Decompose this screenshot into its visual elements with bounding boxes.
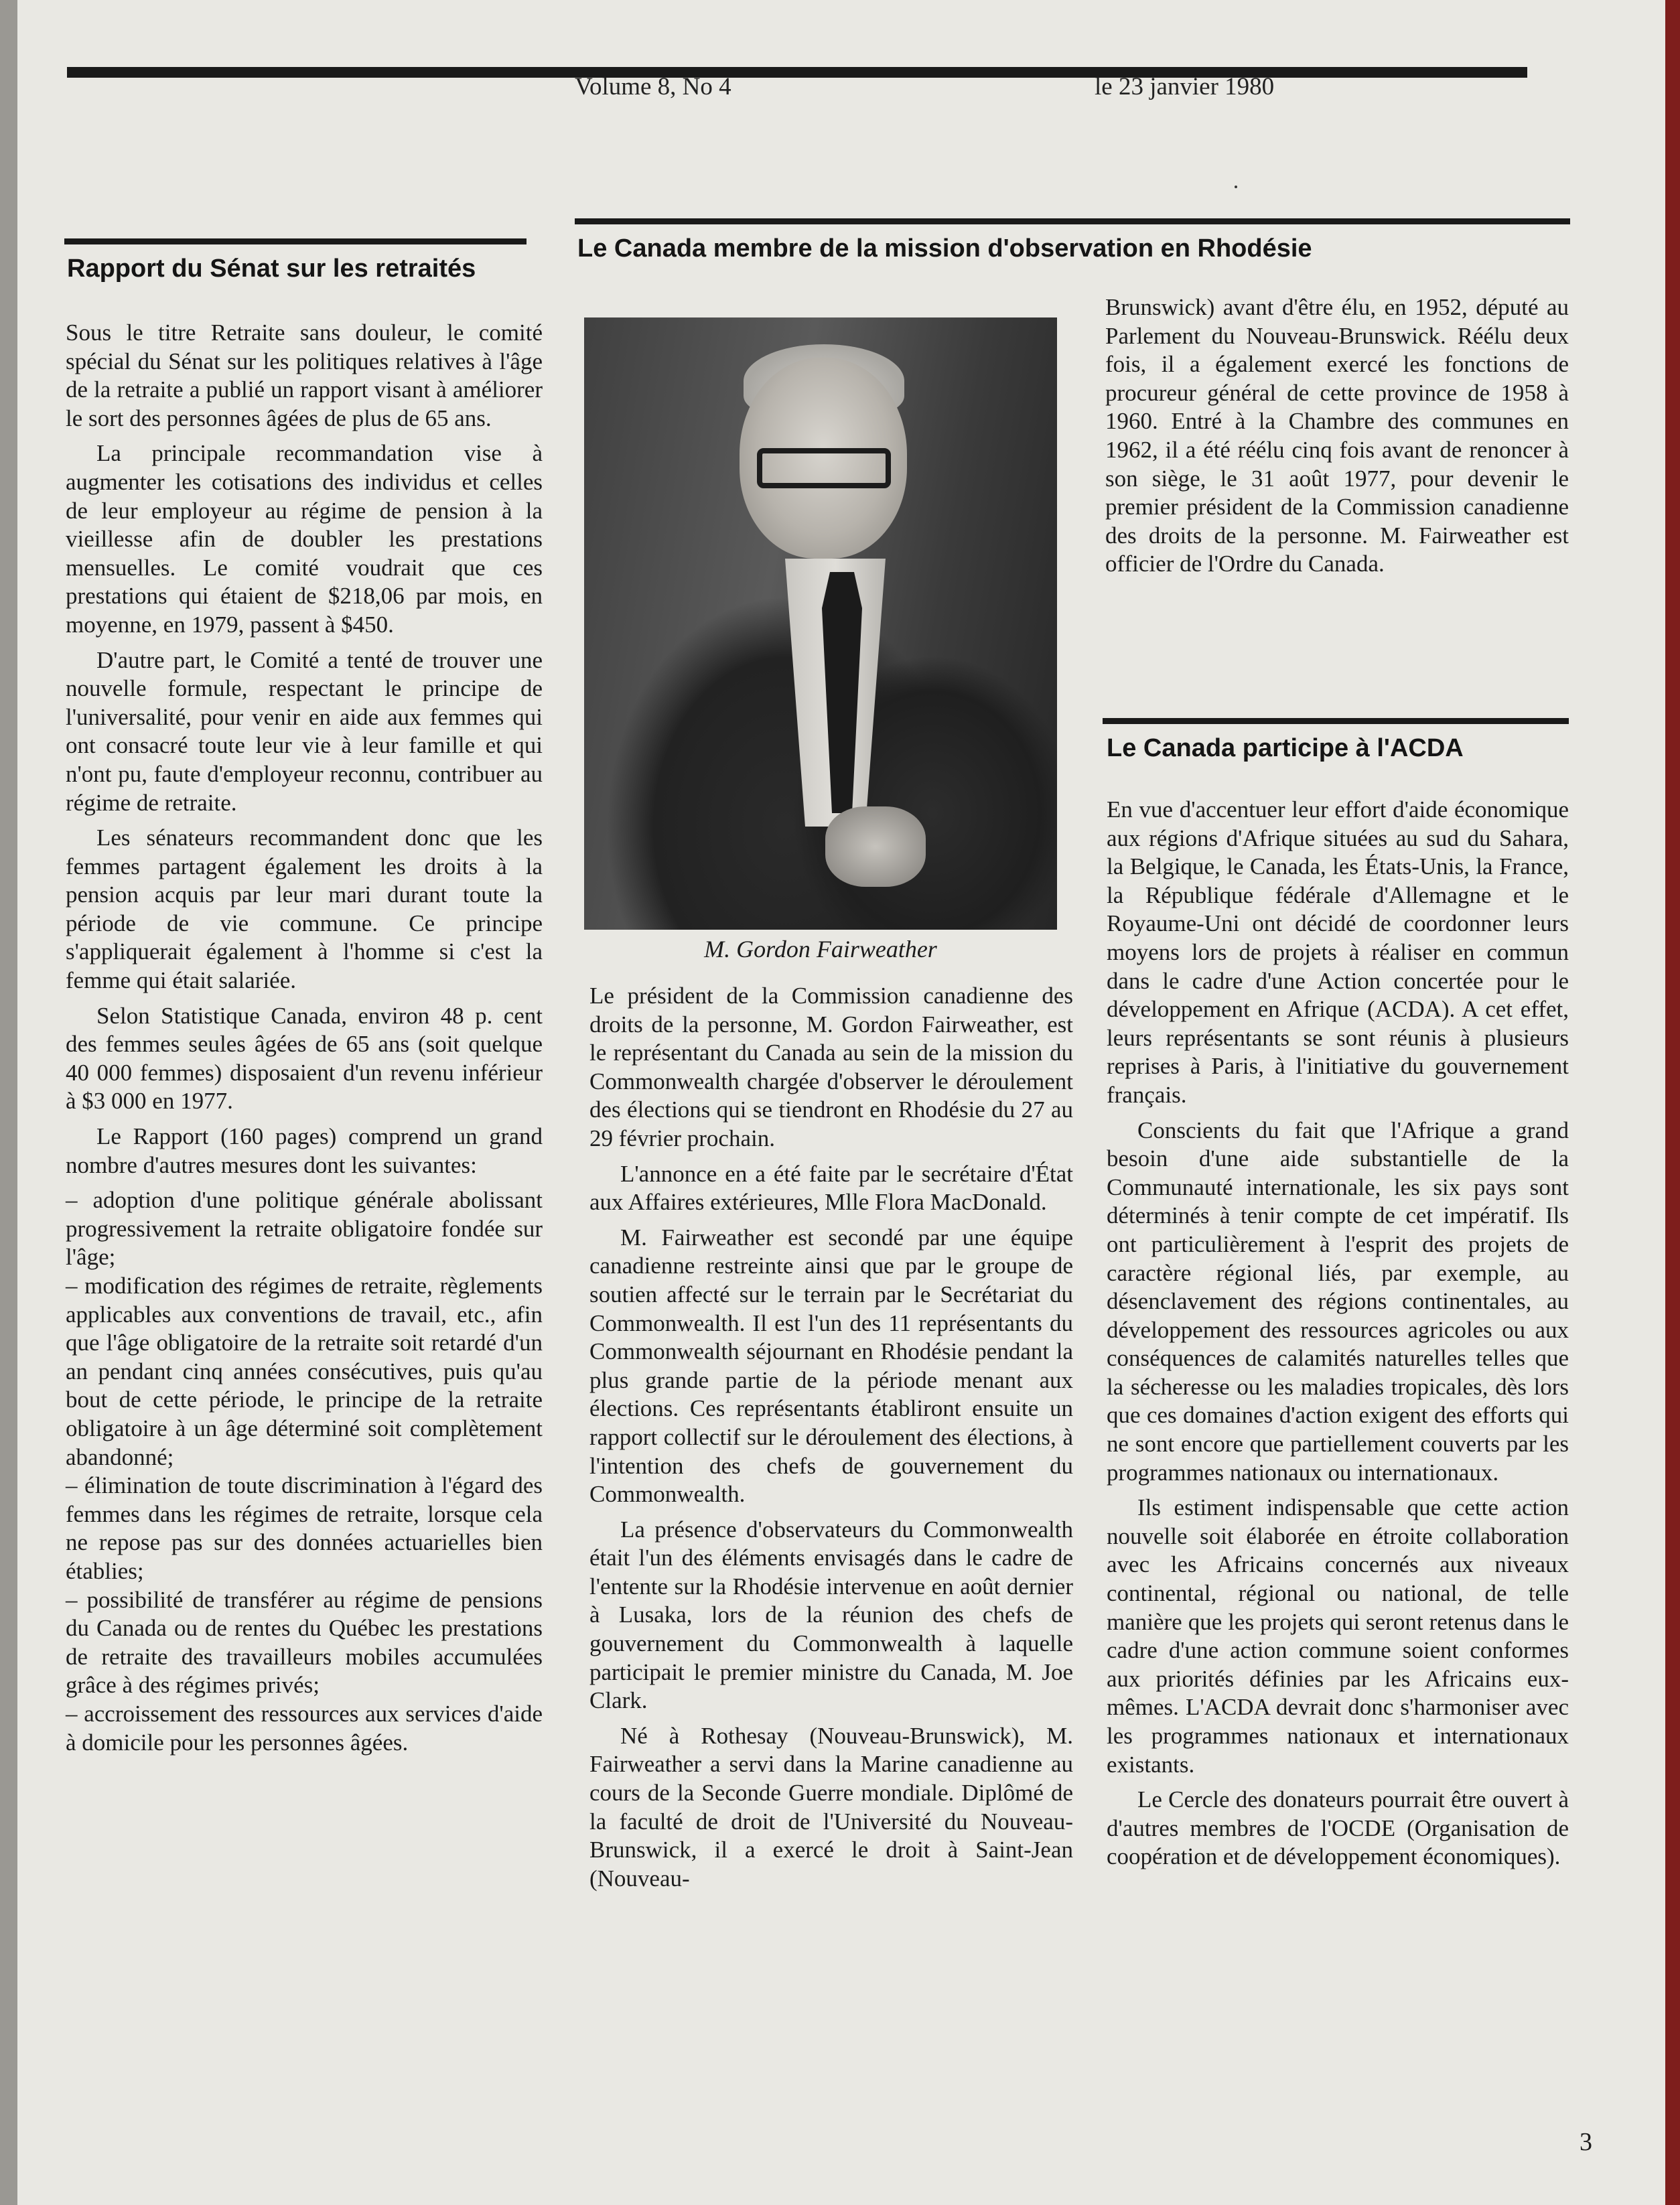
headline-rhodesie: Le Canada membre de la mission d'observation en Rhodésie [577,234,1312,263]
paragraph: Né à Rothesay (Nouveau-Brunswick), M. Fairweather a servi dans la Marine canadienne au cours de la Seconde Guerre mondiale. Diplômé de la faculté de droit de l'Université du Nouveau-Brunswick, il a exercé le droit à Saint-Jean (Nouveau- [589,1722,1073,1892]
paragraph: Conscients du fait que l'Afrique a grand besoin d'une aide substantielle de la Communauté internationale, les six pays sont déterminés à tenir compte de cet impératif. Ils ont particulièrement à l'esprit des projets de caractère régional liés, par exemple, au désenclavement des régions continentales, au développement des ressources agricoles ou aux conséquences de calamités naturelles telles que la sécheresse ou les maladies tropicales, dès lors que ces domaines d'action exigent des efforts qui ne sont encore que partiellement couverts par les programmes nationaux ou internationaux. [1107,1117,1569,1486]
photo-glasses [757,448,891,488]
page-number: 3 [1580,2128,1592,2156]
photo-caption: M. Gordon Fairweather [704,936,937,963]
volume-number: Volume 8, No 4 [575,73,731,100]
headline-senat: Rapport du Sénat sur les retraités [67,255,476,283]
list-item: – adoption d'une politique générale abolissant progressivement la retraite obligatoire fondée sur l'âge; [66,1187,543,1271]
headline-acda: Le Canada participe à l'ACDA [1107,734,1464,762]
print-speck [1235,186,1237,188]
paragraph: L'annonce en a été faite par le secrétaire d'État aux Affaires extérieures, Mlle Flora MacDonald. [589,1160,1073,1216]
paragraph: Selon Statistique Canada, environ 48 p. cent des femmes seules âgées de 65 ans (soit quelque 40 000 femmes) disposaient d'un revenu inférieur à $3 000 en 1977. [66,1002,543,1115]
article-rhodesie-continuation [1105,293,1569,579]
issue-date: le 23 janvier 1980 [1095,73,1275,100]
column-rule-senat [64,238,527,244]
paragraph: Le Rapport (160 pages) comprend un grand nombre d'autres mesures dont les suivantes: [66,1123,543,1178]
masthead-rule [67,67,1527,78]
column-rule-rhodesie [575,218,1570,224]
article-acda-body [1107,796,1569,1871]
article-senat-body [66,319,543,1757]
paragraph: Le président de la Commission canadienne des droits de la personne, M. Gordon Fairweather, est le représentant du Canada au sein de la mission du Commonwealth chargée d'observer le déroulement des élections qui se tiendront en Rhodésie du 27 au 29 février prochain. [589,983,1073,1151]
paragraph: Ils estiment indispensable que cette action nouvelle soit élaborée en étroite collaboration avec les Africains concernés aux niveaux continental, régional ou national, de telle manière que les projets qui seront retenus dans le cadre d'une action commune soient conformes aux priorités définies par les Africains eux-mêmes. L'ACDA devrait donc s'harmoniser avec les programmes nationaux et internationaux existants. [1107,1494,1569,1778]
column-rule-acda [1103,718,1569,724]
paragraph: En vue d'accentuer leur effort d'aide économique aux régions d'Afrique situées au sud du Sahara, la Belgique, le Canada, les États-Unis, la France, la République fédérale d'Allemagne et le Royaume-Uni ont décidé de coordonner leurs moyens lors de projets à réaliser en commun dans le cadre d'une Action concertée pour le développement en Afrique (ACDA). A cet effet, leurs représentants se sont réunis à plusieurs reprises à Paris, à l'initiative du gouvernement français. [1107,796,1569,1108]
list-item: – modification des régimes de retraite, règlements applicables aux conventions de travail, etc., afin que l'âge obligatoire de la retraite soit retardé d'un an pendant cinq années consécutives, puis qu'au bout de cette période, le principe de la retraite obligatoire à un âge déterminé soit complètement abandonné; [66,1273,543,1470]
article-rhodesie-body [589,982,1073,1893]
photo-hand [825,806,926,887]
paragraph: D'autre part, le Comité a tenté de trouver une nouvelle formule, respectant le principe de l'universalité, pour venir en aide aux femmes qui ont consacré toute leur vie à leur famille et qui n'ont pu, faute d'employeur reconnu, contribuer au régime de retraite. [66,646,543,816]
paragraph: Les sénateurs recommandent donc que les femmes partagent également les droits à la pension acquis par leur mari durant toute la période de vie commune. Ce principe s'appliquerait également à l'homme si c'est la femme qui était salariée. [66,825,543,994]
paragraph: La présence d'observateurs du Commonwealth était l'un des éléments envisagés dans le cadre de l'entente sur la Rhodésie intervenue en août dernier à Lusaka, lors de la réunion des chefs de gouvernement du Commonwealth à laquelle participait le premier ministre du Canada, M. Joe Clark. [589,1516,1073,1714]
paragraph: La principale recommandation vise à augmenter les cotisations des individus et celles de leur employeur au régime de pension à la vieillesse afin de doubler les prestations mensuelles. Le comité voudrait que ces prestations qui étaient de $218,06 par mois, en moyenne, en 1979, passent à $450. [66,440,543,638]
paragraph: Sous le titre Retraite sans douleur, le comité spécial du Sénat sur les politiques relatives à l'âge de la retraite a publié un rapport visant à améliorer le sort des personnes âgées de plus de 65 ans. [66,319,543,431]
paragraph: M. Fairweather est secondé par une équipe canadienne restreinte ainsi que par le groupe de soutien affecté sur le terrain par le Secrétariat du Commonwealth. Il est l'un des 11 représentants du Commonwealth séjournant en Rhodésie pendant la plus grande partie de la période menant aux élections. Ces représentants établiront ensuite un rapport collectif sur le déroulement des élections, à l'intention des chefs de gouvernement du Commonwealth. [589,1224,1073,1508]
next-page-edge [1665,0,1680,2205]
paragraph: Le Cercle des donateurs pourrait être ouvert à d'autres membres de l'OCDE (Organisation de coopération et de développement économiques). [1107,1786,1569,1870]
portrait-photo [584,317,1057,930]
list-item: – élimination de toute discrimination à l'égard des femmes dans les régimes de retraite, lorsque cela ne repose pas sur des données actuarielles bien établies; [66,1472,543,1584]
binding-spine [0,0,17,2205]
list-item: – accroissement des ressources aux services d'aide à domicile pour les personnes âgées. [66,1700,543,1756]
paragraph: Brunswick) avant d'être élu, en 1952, député au Parlement du Nouveau-Brunswick. Réélu deux fois, il a également exercé les fonctions de procureur général de cette province de 1958 à 1960. Entré à la Chambre des communes en 1962, il a été réélu cinq fois avant de renoncer à son siège, le 31 août 1977, pour devenir le premier président de la Commission canadienne des droits de la personne. M. Fairweather est officier de l'Ordre du Canada. [1105,294,1569,577]
list-item: – possibilité de transférer au régime de pensions du Canada ou de rentes du Québec les prestations de retraite des travailleurs mobiles accumulées grâce à des régimes privés; [66,1586,543,1699]
